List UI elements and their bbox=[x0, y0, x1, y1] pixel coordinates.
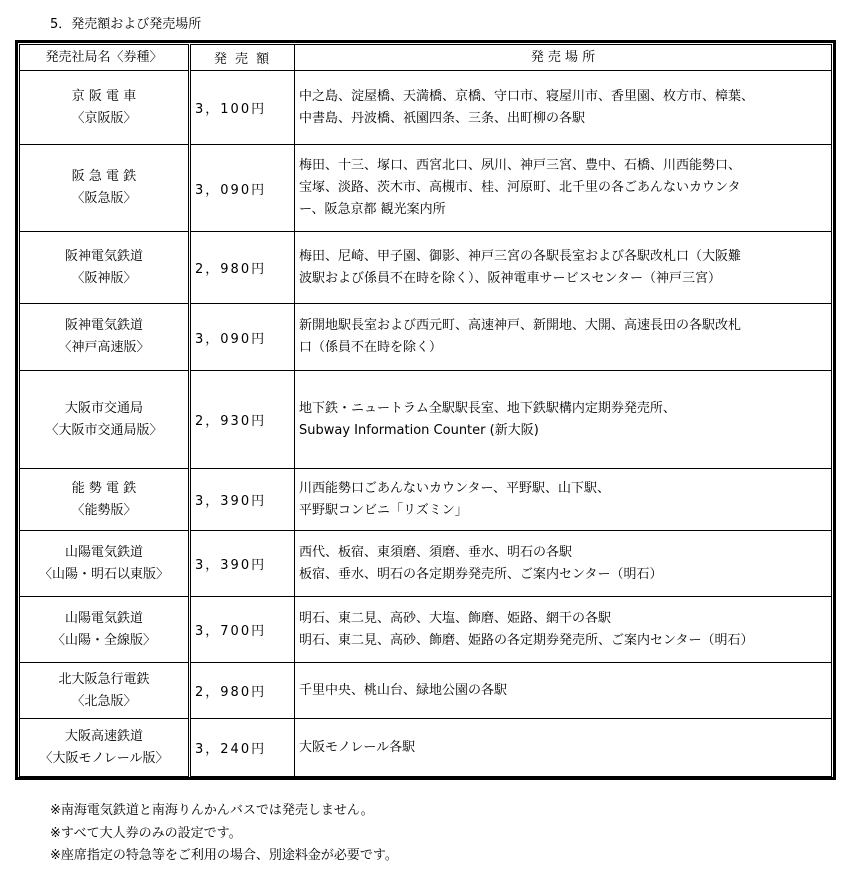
ticket-type: 〈阪急版〉 bbox=[71, 191, 137, 206]
ticket-type: 〈北急版〉 bbox=[71, 693, 137, 709]
company-name: 山陽電気鉄道 bbox=[64, 610, 143, 626]
ticket-type: 〈山陽・明石以東版〉 bbox=[38, 566, 169, 582]
company-name: 山陽電気鉄道 bbox=[64, 544, 143, 560]
ticket-type: 〈大阪モノレール版〉 bbox=[39, 750, 169, 766]
price-cell: 2，980円 bbox=[190, 663, 295, 719]
places-cell bbox=[295, 371, 832, 469]
places-cell bbox=[295, 719, 832, 777]
ticket-type: 〈神戸高速版〉 bbox=[58, 340, 150, 355]
company-name: 能 勢 電 鉄 bbox=[71, 480, 137, 496]
table-row bbox=[20, 71, 832, 145]
table-row bbox=[20, 719, 832, 777]
company-cell bbox=[20, 719, 190, 777]
ticket-type: 〈能勢版〉 bbox=[71, 502, 137, 518]
ticket-type: 〈大阪市交通局版〉 bbox=[45, 422, 163, 438]
company-name: 大阪高速鉄道 bbox=[64, 728, 143, 744]
company-name: 大阪市交通局 bbox=[64, 400, 143, 416]
table-row bbox=[20, 304, 832, 371]
place-line: 西代、板宿、東須磨、須磨、垂水、明石の各駅 bbox=[299, 544, 573, 560]
ticket-type: 〈阪神版〉 bbox=[71, 270, 137, 286]
company-cell bbox=[20, 531, 190, 597]
price-cell: 3，240円 bbox=[190, 719, 295, 777]
footnote: ※すべて大人券のみの設定です。 bbox=[50, 825, 242, 841]
place-line: 明石、東二見、高砂、飾磨、姫路の各定期券発売所、ご案内センター（明石） bbox=[299, 632, 754, 648]
price-cell: 3，100円 bbox=[190, 71, 295, 145]
table-row bbox=[20, 232, 832, 304]
place-line: 梅田、十三、塚口、西宮北口、夙川、神戸三宮、豊中、石橋、川西能勢口、 bbox=[299, 158, 742, 173]
header-places: 発 売 場 所 bbox=[295, 45, 832, 71]
place-line: 板宿、垂水、明石の各定期券発売所、ご案内センター（明石） bbox=[299, 566, 663, 582]
place-line: 新開地駅長室および西元町、高速神戸、新開地、大開、高速長田の各駅改札 bbox=[299, 318, 742, 333]
places-cell bbox=[295, 469, 832, 531]
place-line: 宝塚、淡路、茨木市、高槻市、桂、河原町、北千里の各ごあんないカウンタ bbox=[299, 180, 741, 195]
place-line: 梅田、尼崎、甲子園、御影、神戸三宮の各駅長室および各駅改札口（大阪難 bbox=[299, 248, 742, 264]
table-row bbox=[20, 145, 832, 232]
price-cell: 2，980円 bbox=[190, 232, 295, 304]
price-cell: 3，090円 bbox=[190, 304, 295, 371]
place-line: 口（係員不在時を除く） bbox=[299, 340, 443, 355]
company-cell bbox=[20, 663, 190, 719]
company-cell bbox=[20, 371, 190, 469]
company-name: 阪神電気鉄道 bbox=[64, 248, 143, 264]
price-cell: 3，390円 bbox=[190, 469, 295, 531]
company-cell bbox=[20, 145, 190, 232]
table-row bbox=[20, 371, 832, 469]
price-cell: 2，930円 bbox=[190, 371, 295, 469]
places-cell bbox=[295, 71, 832, 145]
price-cell: 3，090円 bbox=[190, 145, 295, 232]
company-cell bbox=[20, 469, 190, 531]
ticket-type: 〈山陽・全線版〉 bbox=[51, 632, 156, 648]
ticket-type: 〈京阪版〉 bbox=[71, 110, 137, 126]
place-line: ー、阪急京都 観光案内所 bbox=[299, 202, 446, 217]
places-cell bbox=[295, 304, 832, 371]
table-row bbox=[20, 597, 832, 663]
footnotes bbox=[50, 800, 398, 868]
place-line: 明石、東二見、高砂、大塩、飾磨、姫路、網干の各駅 bbox=[299, 610, 612, 626]
company-cell bbox=[20, 232, 190, 304]
table-row bbox=[20, 469, 832, 531]
company-cell bbox=[20, 71, 190, 145]
place-line: 中書島、丹波橋、祇園四条、三条、出町柳の各駅 bbox=[299, 110, 586, 126]
table-row bbox=[20, 663, 832, 719]
header-company: 発売社局名〈券種〉 bbox=[20, 45, 190, 71]
header-price: 発 売 額 bbox=[190, 45, 295, 71]
place-line: 波駅および係員不在時を除く）、阪神電車サービスセンター（神戸三宮） bbox=[299, 270, 721, 286]
company-cell bbox=[20, 304, 190, 371]
table-header-row bbox=[20, 45, 832, 71]
sales-table bbox=[19, 44, 832, 777]
company-name: 京 阪 電 車 bbox=[71, 88, 137, 104]
places-cell bbox=[295, 531, 832, 597]
footnote: ※座席指定の特急等をご利用の場合、別途料金が必要です。 bbox=[50, 848, 398, 863]
place-line: 大阪モノレール各駅 bbox=[299, 739, 416, 755]
place-line: 中之島、淀屋橋、天満橋、京橋、守口市、寝屋川市、香里園、枚方市、樟葉、 bbox=[299, 88, 755, 104]
company-name: 北大阪急行電鉄 bbox=[58, 671, 150, 687]
footnote: ※南海電気鉄道と南海りんかんバスでは発売しません。 bbox=[50, 803, 374, 818]
places-cell bbox=[295, 597, 832, 663]
company-cell bbox=[20, 597, 190, 663]
places-cell bbox=[295, 232, 832, 304]
sales-table-frame bbox=[15, 40, 836, 780]
places-cell bbox=[295, 663, 832, 719]
place-line: 平野駅コンビニ「リズミン」 bbox=[299, 502, 468, 518]
place-line: 千里中央、桃山台、緑地公園の各駅 bbox=[299, 682, 508, 698]
section-title: 5．発売額および発売場所 bbox=[50, 17, 202, 32]
company-name: 阪神電気鉄道 bbox=[64, 318, 143, 333]
place-line: Subway Information Counter (新大阪) bbox=[299, 422, 539, 438]
company-name: 阪 急 電 鉄 bbox=[71, 169, 137, 184]
price-cell: 3，700円 bbox=[190, 597, 295, 663]
place-line: 地下鉄・ニュートラム全駅駅長室、地下鉄駅構内定期券発売所、 bbox=[299, 400, 676, 416]
price-cell: 3，390円 bbox=[190, 531, 295, 597]
places-cell bbox=[295, 145, 832, 232]
table-row bbox=[20, 531, 832, 597]
place-line: 川西能勢口ごあんないカウンター、平野駅、山下駅、 bbox=[299, 480, 610, 496]
